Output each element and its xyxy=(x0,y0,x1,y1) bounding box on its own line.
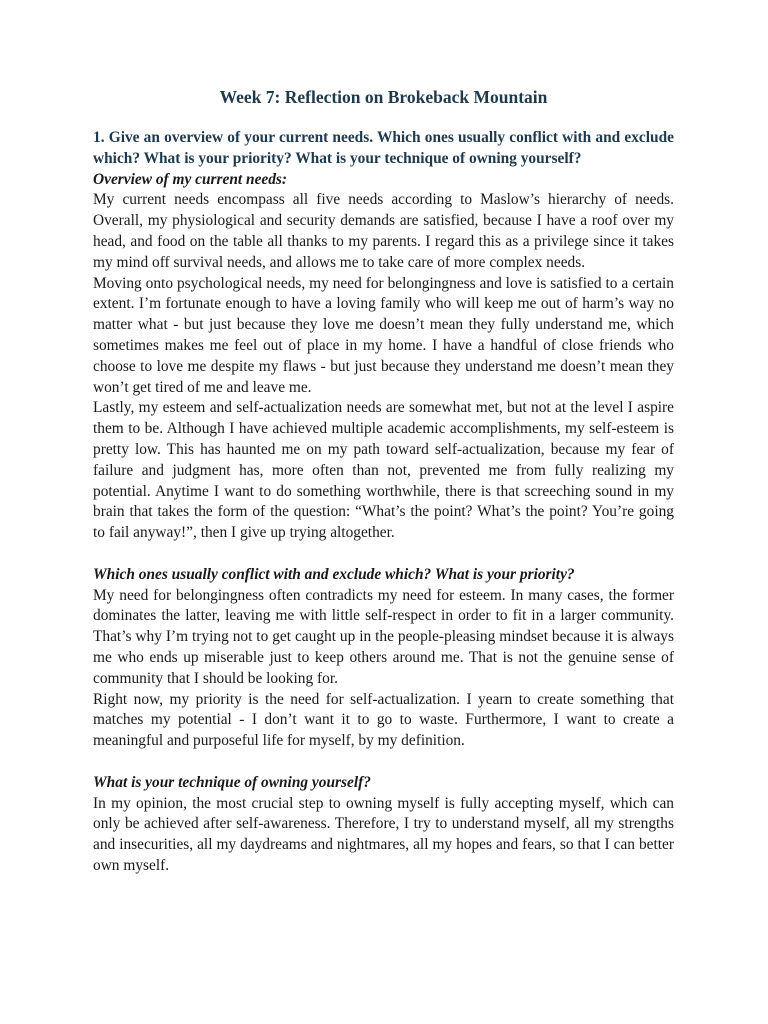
conflict-paragraph-1: My need for belongingness often contradicts my need for esteem. In many cases, the former dominates the latter, leaving me with little self-respect in order to fit in a larger community. That’s why I’m trying not to get caught up in the people-pleasing mindset because it is always me who ends up miserable just to keep others around me. That is not the genuine sense of community that I should be looking for. xyxy=(93,586,674,687)
overview-paragraph-2: Moving onto psychological needs, my need for belongingness and love is satisfied to a certain extent. I’m fortunate enough to have a loving family who will keep me out of harm’s way no matter what - but just because they love me doesn’t mean they fully understand me, which sometimes makes me feel out of place in my home. I have a handful of close friends who choose to love me despite my flaws - but just because they understand me doesn’t mean they won’t get tired of me and leave me. xyxy=(93,274,674,396)
section-spacer xyxy=(93,544,674,565)
conflict-heading: Which ones usually conflict with and exclude which? What is your priority? xyxy=(93,565,575,583)
page-title: Week 7: Reflection on Brokeback Mountain xyxy=(219,87,548,107)
technique-heading: What is your technique of owning yourself? xyxy=(93,773,371,791)
conflict-paragraph-2: Right now, my priority is the need for self-actualization. I yearn to create something that matches my potential - I don’t want it to go to waste. Furthermore, I want to create a meaningful and purposeful life for myself, by my definition. xyxy=(93,690,674,750)
overview-paragraph-3: Lastly, my esteem and self-actualization needs are somewhat met, but not at the level I aspire them to be. Although I have achieved multiple academic accomplishments, my self-esteem is pretty low. This has haunted me on my path toward self-actualization, because my fear of failure and judgment has, more often than not, prevented me from fully realizing my potential. Anytime I want to do something worthwhile, there is that screeching sound in my brain that takes the form of the question: “What’s the point? What’s the point? You’re going to fail anyway!”, then I give up trying altogether. xyxy=(93,399,674,542)
document-page xyxy=(93,86,674,877)
section-spacer xyxy=(93,752,674,773)
technique-paragraph-1: In my opinion, the most crucial step to owning myself is fully accepting myself, which can only be achieved after self-awareness. Therefore, I try to understand myself, all my strengths and insecurities, all my daydreams and nightmares, all my hopes and fears, so that I can better own myself. xyxy=(93,794,674,874)
question-text: 1. Give an overview of your current needs. Which ones usually conflict with and exclude which? What is your priority? What is your technique of owning yourself? xyxy=(93,129,674,167)
overview-paragraph-1: My current needs encompass all five needs according to Maslow’s hierarchy of needs. Overall, my physiological and security demands are satisfied, because I have a roof over my head, and food on the table all thanks to my parents. I regard this as a privilege since it takes my mind off survival needs, and allows me to take care of more complex needs. xyxy=(93,191,674,271)
overview-heading: Overview of my current needs: xyxy=(93,170,288,188)
